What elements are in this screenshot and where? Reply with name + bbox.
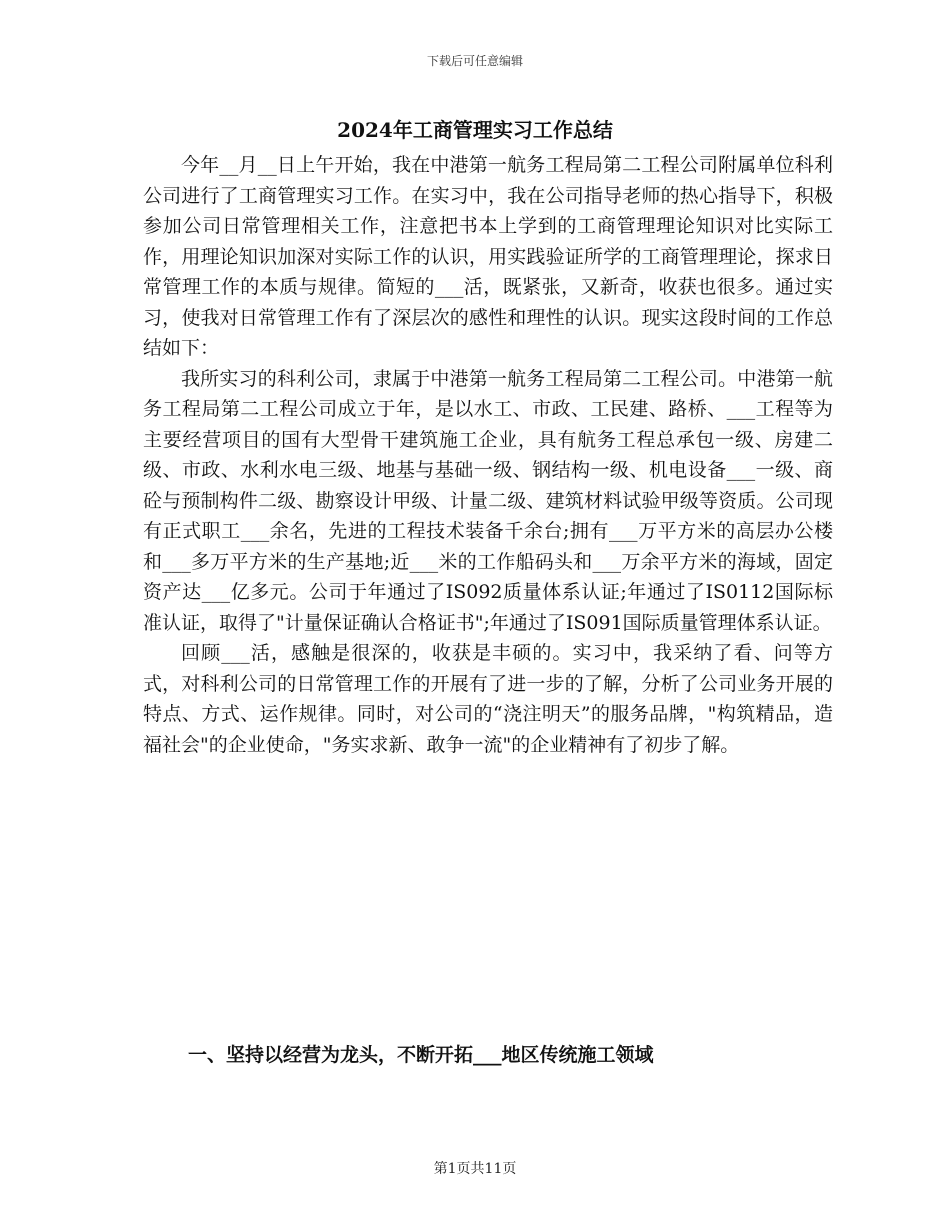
document-body [143,150,833,760]
paragraph-2: 我所实习的科利公司，隶属于中港第一航务工程局第二工程公司。中港第一航务工程局第二工程公司成立于年，是以水工、市政、工民建、路桥、___工程等为主要经营项目的国有大型骨干建筑施工企业，具有航务工程总承包一级、房建二级、市政、水利水电三级、地基与基础一级、钢结构一级、机电设备___一级、商砼与预制构件二级、勘察设计甲级、计量二级、建筑材料试验甲级等资质。公司现有正式职工___余名，先进的工程技术装备千余台;拥有___万平方米的高层办公楼和___多万平方米的生产基地;近___米的工作船码头和___万余平方米的海域，固定资产达___亿多元。公司于年通过了IS092质量体系认证;年通过了IS0112国际标准认证，取得了"计量保证确认合格证书";年通过了IS091国际质量管理体系认证。 [143,367,833,634]
paragraph-3: 回顾___活，感触是很深的，收获是丰硕的。实习中，我采纳了看、问等方式，对科利公司的日常管理工作的开展有了进一步的了解，分析了公司业务开展的特点、方式、运作规律。同时，对公司的“浇注明天”的服务品牌，"构筑精品，造福社会"的企业使命，"务实求新、敢争一流"的企业精神有了初步了解。 [143,642,833,756]
paragraph-1: 今年__月__日上午开始，我在中港第一航务工程局第二工程公司附属单位科利公司进行了工商管理实习工作。在实习中，我在公司指导老师的热心指导下，积极参加公司日常管理相关工作，注意把书本上学到的工商管理理论知识对比实际工作，用理论知识加深对实际工作的认识，用实践验证所学的工商管理理论，探求日常管理工作的本质与规律。简短的___活，既紧张，又新奇，收获也很多。通过实习，使我对日常管理工作有了深层次的感性和理性的认识。现实这段时间的工作总结如下： [143,154,833,359]
page-header: 下载后可任意编辑 [426,54,523,68]
page-footer: 第1页共11页 [433,1161,517,1177]
document-title: 2024年工商管理实习工作总结 [337,118,613,142]
section-heading: 一、坚持以经营为龙头，不断开拓___地区传统施工领域 [188,1044,654,1066]
